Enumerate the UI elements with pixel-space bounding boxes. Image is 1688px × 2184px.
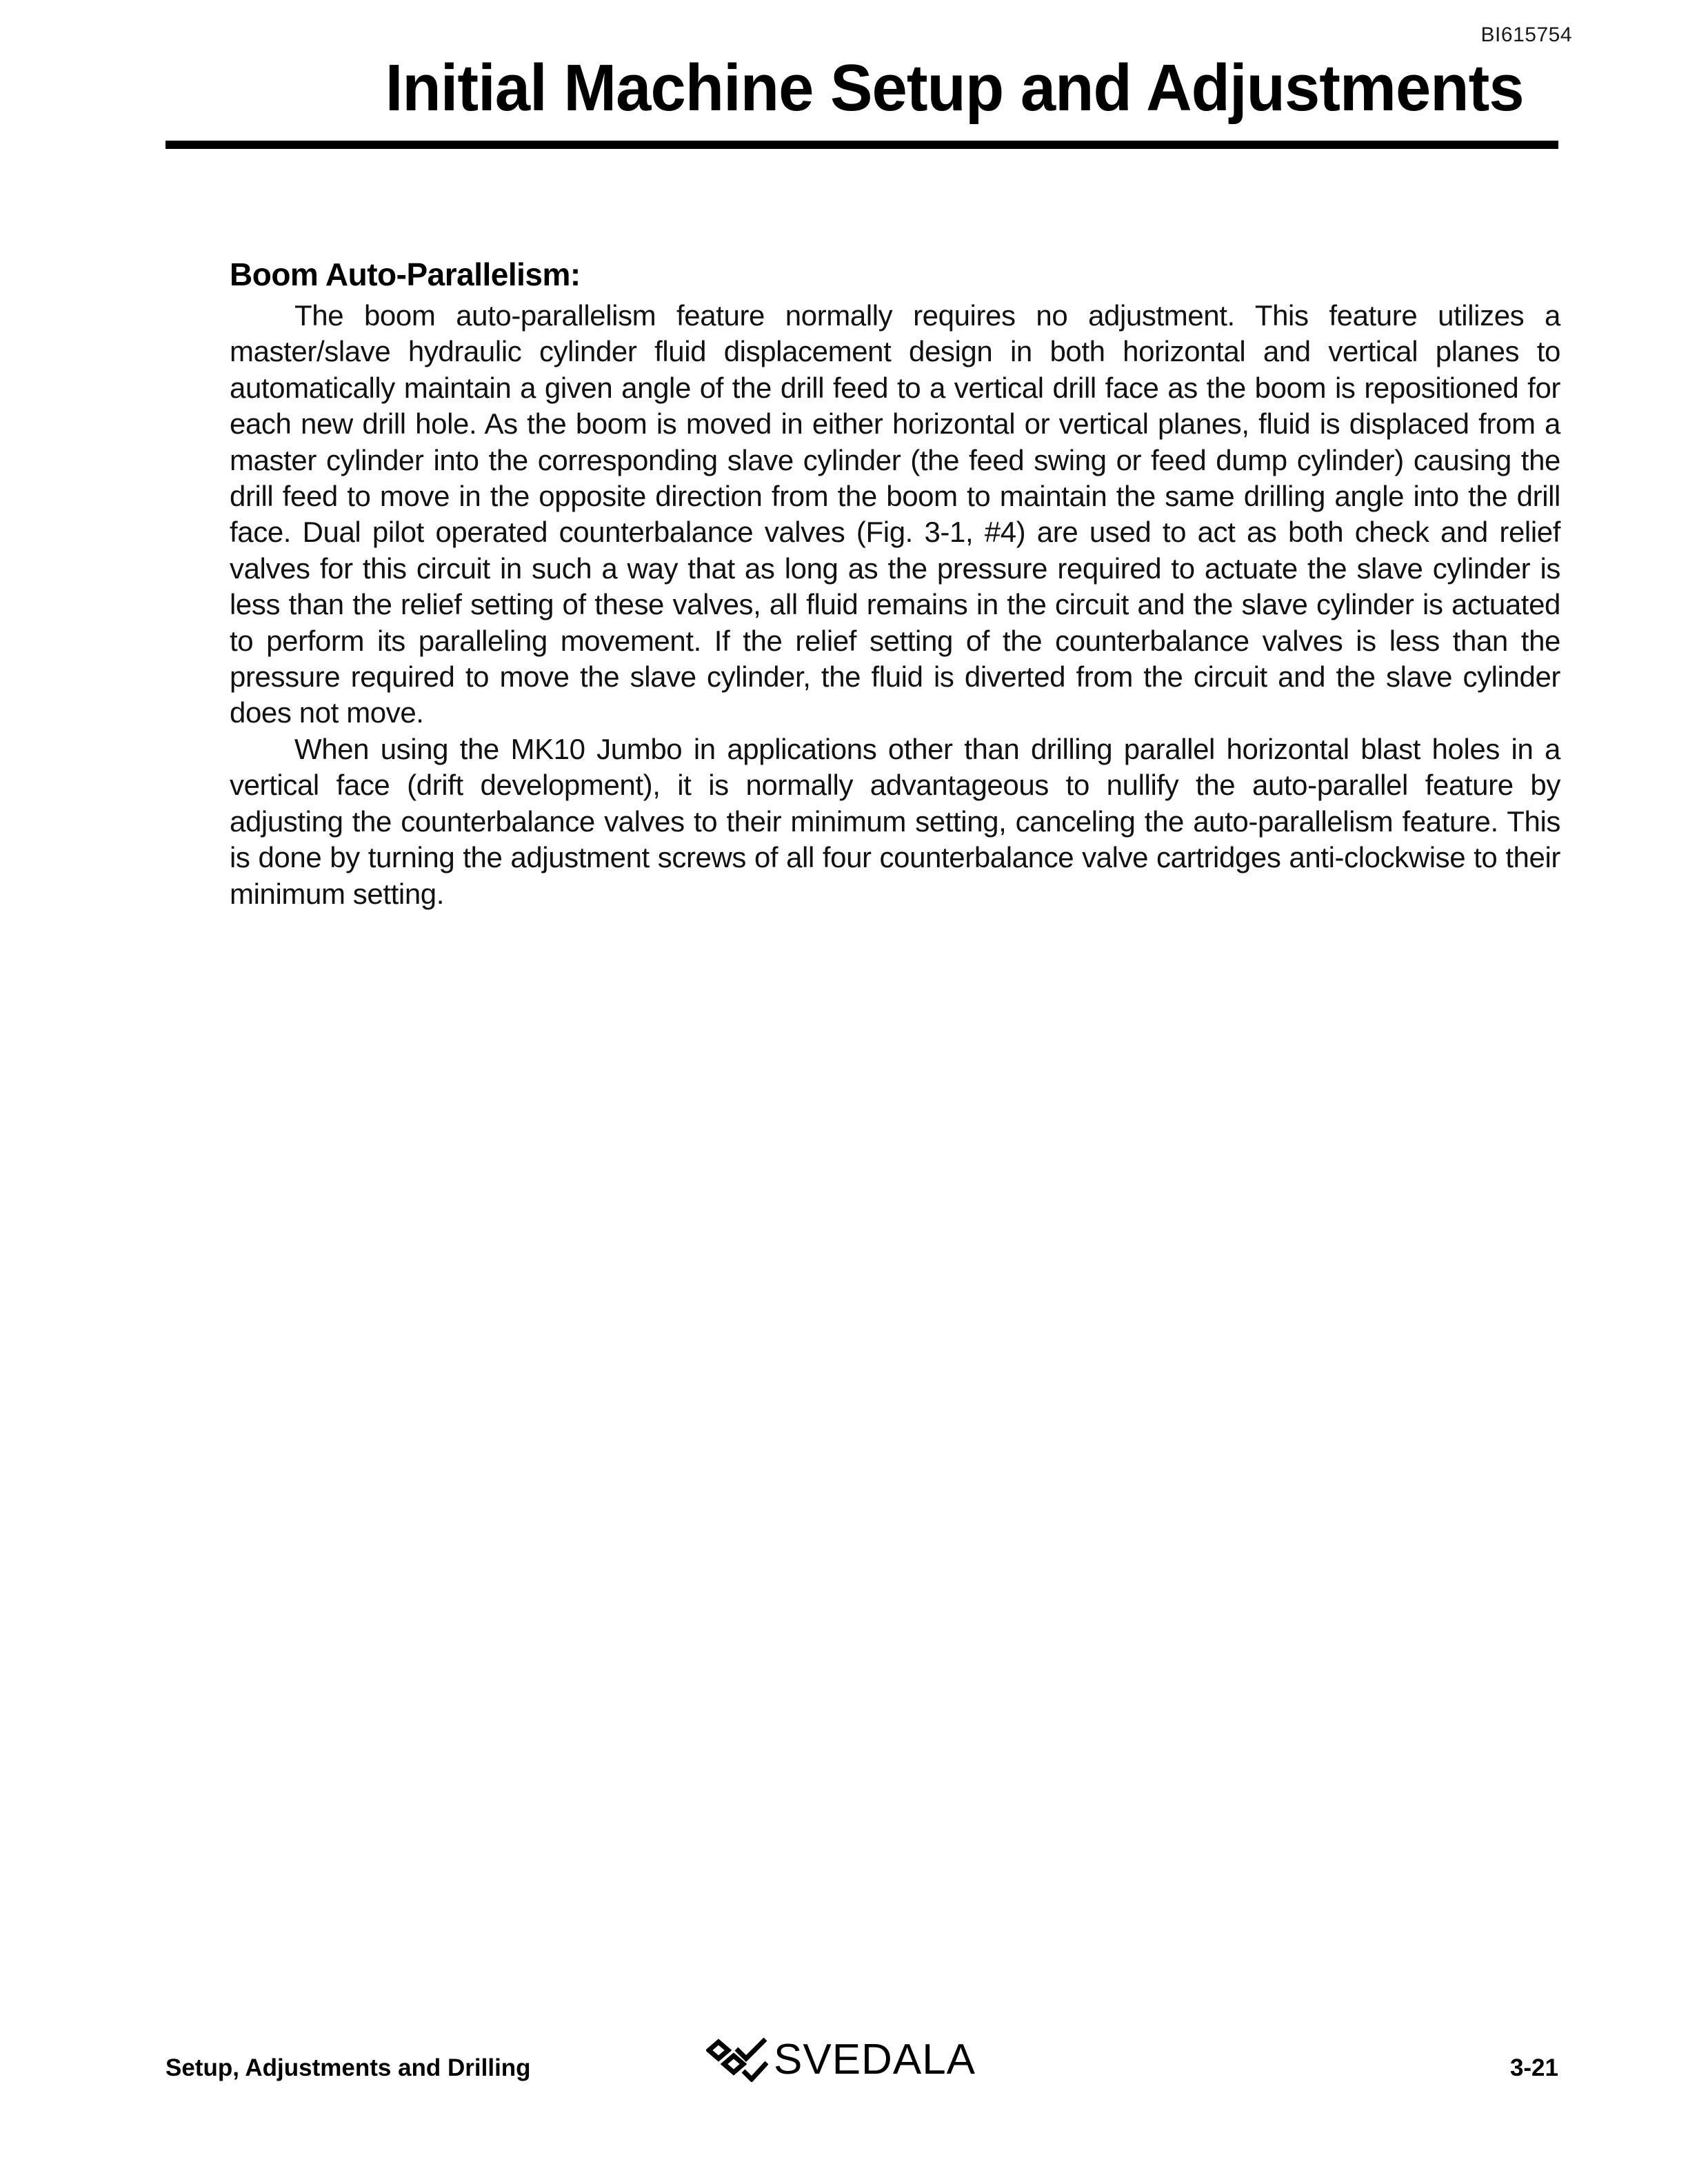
page-title: Initial Machine Setup and Adjustments (385, 51, 1524, 125)
section-heading: Boom Auto-Parallelism: (230, 256, 581, 292)
page-number: 3-21 (1509, 2054, 1558, 2081)
paragraph: The boom auto-parallelism feature normally requires no adjustment. This feature utilizes a master/slave hydraulic cylinder fluid displacement design in both horizontal and vertical planes to automatically maintain a given angle of the drill feed to a vertical drill face as the boom is repositioned for each new drill hole. As the boom is moved in either horizontal or vertical planes, fluid is displaced from a master cylinder into the corresponding slave cylinder (the feed swing or feed dump cylinder) causing the drill feed to move in the opposite direction from the boom to maintain the same drilling angle into the drill face. Dual pilot operated counterbalance valves (Fig. 3-1, #4) are used to act as both check and relief valves for this circuit in such a way that as long as the pressure required to actuate the slave cylinder is less than the relief setting of these valves, all fluid remains in the circuit and the slave cylinder is actuated to perform its paralleling movement. If the relief setting of the counterbalance valves is less than the pressure required to move the slave cylinder, the fluid is diverted from the circuit and the slave cylinder does not move. (230, 299, 1560, 729)
section-body (230, 298, 1560, 912)
section-boom-auto-parallelism (230, 255, 1560, 912)
footer-logo (706, 2038, 976, 2082)
logo-text: SVEDALA (774, 2036, 976, 2083)
svedala-logo-icon (706, 2038, 768, 2082)
paragraph: When using the MK10 Jumbo in applications other than drilling parallel horizontal blast holes in a vertical face (drift development), it is normally advantageous to nullify the auto-parallel feature by adjusting the counterbalance valves to their minimum setting, canceling the auto-parallelism feature. This is done by turning the adjustment screws of all four counterbalance valve cartridges anti-clockwise to their minimum setting. (230, 732, 1560, 910)
document-id: BI615754 (1480, 23, 1572, 46)
footer-section-title: Setup, Adjustments and Drilling (165, 2054, 531, 2081)
title-rule (165, 141, 1558, 149)
